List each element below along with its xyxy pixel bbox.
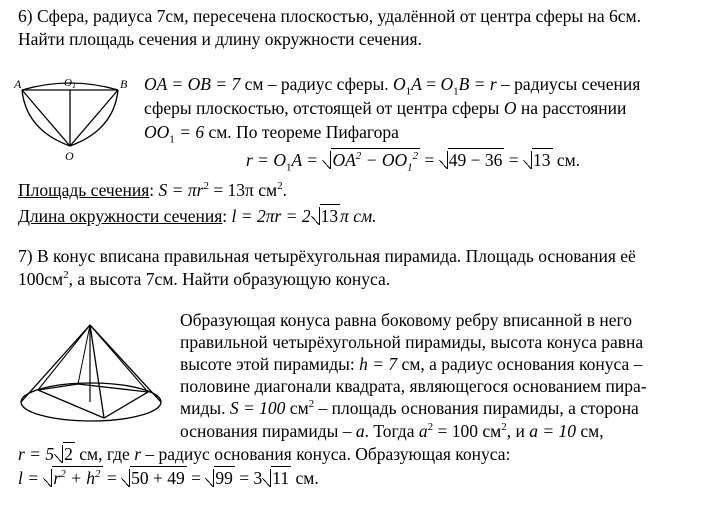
p7-text-line2: правильной четырёхугольной пирамиды, высота конуса равна bbox=[180, 332, 644, 352]
label-o1: O1 bbox=[64, 77, 76, 90]
area-label: Площадь сечения bbox=[18, 180, 150, 200]
cone-pyramid-figure bbox=[16, 322, 166, 430]
pyramid-edge-back bbox=[78, 325, 90, 384]
p6-solution-line1: OA = OB = 7 см – радиус сферы. $O_1A = O_1B = r$ – радиусы сечения bbox=[144, 74, 641, 98]
p6-solution-line2: сферы плоскостью, отстоящей от центра сферы O на расстоянии bbox=[144, 98, 627, 118]
pyramid-base-square bbox=[38, 384, 148, 418]
p6-solution-line3: $OO_1 = 6$ см. По теореме Пифагора bbox=[144, 122, 399, 146]
p7-text-line6: основания пирамиды – a. Тогда $a^2 = 100$ $см^2$, и a = 10 см, bbox=[180, 421, 604, 441]
cone-generatrix-left bbox=[21, 325, 90, 402]
p7-text-line7: r = 5 2 см, где r – радиус основания конуса. Образующая конуса: bbox=[18, 444, 511, 464]
p7-title-line2: $100см^2$, а высота 7см. Найти образующую конуса. bbox=[18, 269, 391, 289]
radius-oa bbox=[22, 90, 70, 146]
p7-generatrix-formula: $l = r^2 + h^2 = 50 + 49 = 99 = 3$ 11 см. bbox=[18, 468, 319, 488]
length-label: Длина окружности сечения bbox=[18, 206, 223, 226]
p7-title-line1: 7) В конус вписана правильная четырёхугольная пирамида. Площадь основания её bbox=[18, 246, 636, 266]
p6-length-line: Длина окружности сечения: l = 2πr = 2 13 π см. bbox=[18, 206, 377, 226]
p7-text-line4: половине диагонали квадрата, являющегося основанием пира- bbox=[180, 376, 647, 396]
radius-ob bbox=[70, 90, 118, 146]
label-b: B bbox=[120, 77, 128, 91]
cone-base bbox=[21, 383, 161, 421]
pyramid-edge-left bbox=[38, 325, 90, 390]
p6-title-line2: Найти площадь сечения и длину окружности сечения. bbox=[18, 29, 422, 49]
sphere-section-figure bbox=[14, 78, 132, 166]
p7-text-line5: миды. S = 100 $см^2$ – площадь основания пирамиды, а сторона bbox=[180, 398, 639, 418]
p6-title-line1: 6) Сфера, радиуса 7см, пересечена плоскостью, удалённой от центра сферы на 6см. bbox=[18, 6, 641, 26]
p6-pythagoras-formula: $r = O_1A = OA^2 - OO_1^2 = 49 - 36 = 13$ см. bbox=[246, 150, 581, 174]
p7-text-line3: высоте этой пирамиды: h = 7 см, а радиус основания конуса – bbox=[180, 354, 643, 374]
label-o: O bbox=[65, 149, 74, 163]
label-a: A bbox=[14, 77, 22, 91]
p7-text-line1: Образующая конуса равна боковому ребру вписанной в него bbox=[180, 310, 633, 330]
p6-area-line: Площадь сечения: $S = \pi r^2 = 13\pi$ $см^2$. bbox=[18, 180, 287, 200]
